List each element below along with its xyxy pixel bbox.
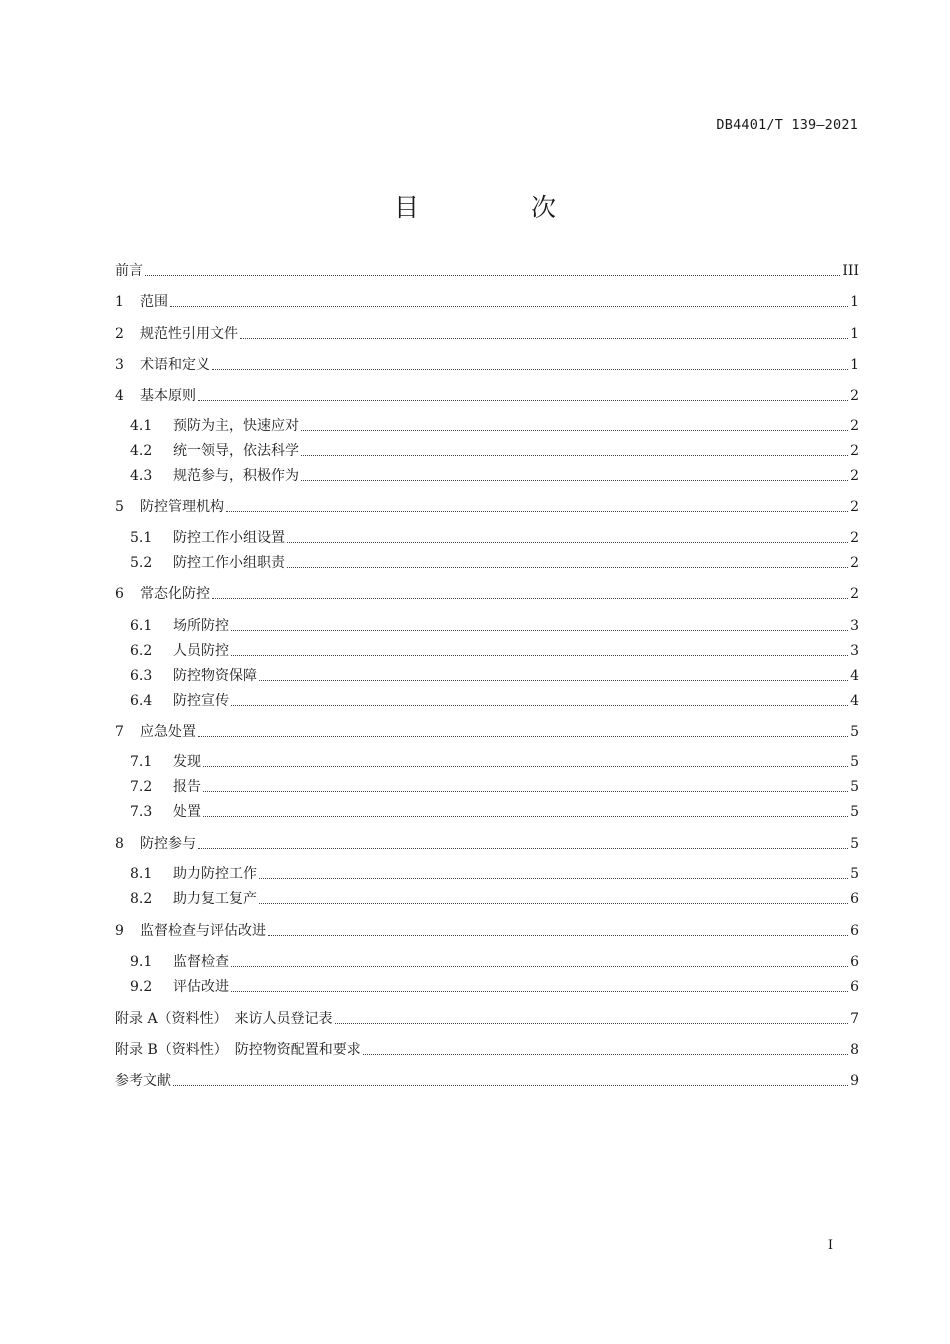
- dot-leader: [287, 541, 848, 543]
- toc-entry-page: 1: [850, 326, 859, 342]
- toc-entry[interactable]: [115, 831, 859, 853]
- toc-entry[interactable]: [115, 383, 859, 405]
- page-title: 目 次: [394, 193, 608, 222]
- toc-entry[interactable]: [130, 949, 859, 971]
- dot-leader: [212, 597, 848, 599]
- dot-leader: [287, 566, 848, 568]
- toc-entry[interactable]: [115, 918, 859, 940]
- toc-entry[interactable]: [115, 352, 859, 374]
- toc-entry-label: 统一领导，依法科学: [173, 443, 299, 459]
- toc-entry-number: 2: [115, 326, 124, 342]
- toc-entry-label: 评估改进: [173, 979, 229, 995]
- toc-entry-number: 6.4: [130, 693, 153, 709]
- dot-leader: [268, 934, 848, 936]
- toc-entry-page: 2: [850, 468, 859, 484]
- toc-entry-number: 6.3: [130, 668, 153, 684]
- toc-entry-number: 7.1: [130, 754, 153, 770]
- toc-entry-page: 2: [850, 418, 859, 434]
- toc-entry[interactable]: [130, 861, 859, 883]
- toc-entry-label: 防控物资保障: [173, 668, 257, 684]
- toc-entry-number: 7.3: [130, 804, 153, 820]
- toc-entry-number: 6: [115, 586, 124, 602]
- toc-entry[interactable]: [115, 581, 859, 603]
- dot-leader: [145, 274, 840, 276]
- toc-entry[interactable]: [130, 749, 859, 771]
- toc-entry-label: 防控参与: [140, 836, 196, 852]
- dot-leader: [363, 1053, 848, 1055]
- toc-entry-page: 3: [850, 618, 859, 634]
- toc-entry-page: III: [842, 263, 859, 279]
- toc-entry[interactable]: [130, 613, 859, 635]
- dot-leader: [212, 368, 848, 370]
- toc-entry[interactable]: [115, 719, 859, 741]
- toc-entry-number: 8: [115, 836, 124, 852]
- toc-entry-page: 6: [850, 954, 859, 970]
- toc-entry-page: 6: [850, 923, 859, 939]
- dot-leader: [335, 1022, 849, 1024]
- toc-entry-number: 6.1: [130, 618, 153, 634]
- toc-entry-number: 5: [115, 499, 124, 515]
- page-number: I: [827, 1238, 833, 1253]
- toc-entry-label: 规范性引用文件: [140, 326, 238, 342]
- toc-entry-label: 报告: [173, 779, 201, 795]
- dot-leader: [173, 1084, 848, 1086]
- document-code: DB4401/T 139—2021: [716, 117, 858, 133]
- toc-entry-label: 发现: [173, 754, 201, 770]
- toc-entry-page: 5: [850, 724, 859, 740]
- toc-entry-page: 4: [850, 668, 859, 684]
- toc-entry[interactable]: [115, 1037, 859, 1059]
- toc-entry-page: 2: [850, 388, 859, 404]
- dot-leader: [203, 790, 848, 792]
- toc-entry-label: 人员防控: [173, 643, 229, 659]
- toc-entry-page: 5: [850, 836, 859, 852]
- dot-leader: [301, 479, 848, 481]
- toc-entry-label: 防控管理机构: [140, 499, 224, 515]
- toc-entry-number: 5.2: [130, 555, 153, 571]
- dot-leader: [231, 654, 848, 656]
- toc-entry-page: 5: [850, 804, 859, 820]
- toc-entry-label: 规范参与，积极作为: [173, 468, 299, 484]
- toc-entry-label: 附录 A（资料性） 来访人员登记表: [115, 1011, 333, 1027]
- dot-leader: [231, 629, 848, 631]
- dot-leader: [231, 704, 848, 706]
- toc-entry-page: 3: [850, 643, 859, 659]
- toc-entry-page: 8: [850, 1042, 859, 1058]
- toc-entry-label: 参考文献: [115, 1073, 171, 1089]
- toc-entry-page: 2: [850, 499, 859, 515]
- toc-entry-label: 监督检查与评估改进: [140, 923, 266, 939]
- toc-entry-label: 场所防控: [173, 618, 229, 634]
- toc-entry-number: 4.2: [130, 443, 153, 459]
- toc-entry-label: 前言: [115, 263, 143, 279]
- toc-entry[interactable]: [130, 688, 859, 710]
- toc-entry-number: 4.1: [130, 418, 153, 434]
- dot-leader: [301, 454, 848, 456]
- toc-entry-number: 9: [115, 923, 124, 939]
- toc-entry[interactable]: [130, 550, 859, 572]
- dot-leader: [198, 847, 848, 849]
- dot-leader: [240, 337, 848, 339]
- toc-entry[interactable]: [115, 321, 859, 343]
- toc-entry-label: 预防为主，快速应对: [173, 418, 299, 434]
- toc-entry-label: 防控工作小组设置: [173, 530, 285, 546]
- toc-entry[interactable]: [130, 438, 859, 460]
- toc-entry-number: 9.2: [130, 979, 153, 995]
- dot-leader: [259, 902, 848, 904]
- toc-entry-number: 3: [115, 357, 124, 373]
- toc-entry[interactable]: [115, 1068, 859, 1090]
- toc-entry-label: 常态化防控: [140, 586, 210, 602]
- toc-entry-page: 4: [850, 693, 859, 709]
- toc-entry-number: 6.2: [130, 643, 153, 659]
- toc-entry-number: 9.1: [130, 954, 153, 970]
- dot-leader: [301, 429, 848, 431]
- toc-entry[interactable]: [130, 974, 859, 996]
- toc-entry-page: 9: [850, 1073, 859, 1089]
- dot-leader: [198, 399, 848, 401]
- toc-entry-label: 基本原则: [140, 388, 196, 404]
- toc-entry-page: 5: [850, 866, 859, 882]
- toc-entry-label: 助力复工复产: [173, 891, 257, 907]
- toc-entry-number: 4: [115, 388, 124, 404]
- toc-entry-number: 5.1: [130, 530, 153, 546]
- toc-entry[interactable]: [130, 799, 859, 821]
- toc-entry-page: 7: [850, 1011, 859, 1027]
- toc-entry-label: 处置: [173, 804, 201, 820]
- toc-entry-label: 附录 B（资料性） 防控物资配置和要求: [115, 1042, 361, 1058]
- toc-entry[interactable]: [130, 525, 859, 547]
- toc-entry-page: 2: [850, 443, 859, 459]
- toc-entry-page: 2: [850, 586, 859, 602]
- dot-leader: [170, 305, 848, 307]
- toc-entry-page: 1: [850, 294, 859, 310]
- toc-entry-label: 术语和定义: [140, 357, 210, 373]
- toc-entry-page: 6: [850, 891, 859, 907]
- toc-entry-label: 助力防控工作: [173, 866, 257, 882]
- toc-entry[interactable]: [115, 258, 859, 280]
- toc-entry[interactable]: [130, 886, 859, 908]
- toc-entry[interactable]: [115, 1006, 859, 1028]
- dot-leader: [203, 765, 848, 767]
- toc-entry[interactable]: [130, 413, 859, 435]
- toc-entry-label: 应急处置: [140, 724, 196, 740]
- toc-entry[interactable]: [130, 638, 859, 660]
- toc-entry-label: 范围: [140, 294, 168, 310]
- toc-entry-page: 6: [850, 979, 859, 995]
- dot-leader: [231, 990, 848, 992]
- toc-entry-number: 4.3: [130, 468, 153, 484]
- toc-entry-page: 1: [850, 357, 859, 373]
- toc-entry[interactable]: [115, 289, 859, 311]
- toc-entry-number: 8.2: [130, 891, 153, 907]
- dot-leader: [259, 877, 848, 879]
- toc-entry[interactable]: [115, 494, 859, 516]
- dot-leader: [198, 735, 848, 737]
- toc-entry-label: 防控宣传: [173, 693, 229, 709]
- toc-entry[interactable]: [130, 463, 859, 485]
- toc-entry-page: 5: [850, 779, 859, 795]
- dot-leader: [231, 965, 848, 967]
- toc-entry-number: 8.1: [130, 866, 153, 882]
- toc-entry-number: 1: [115, 294, 124, 310]
- toc-entry-label: 防控工作小组职责: [173, 555, 285, 571]
- toc-entry-number: 7.2: [130, 779, 153, 795]
- dot-leader: [226, 510, 848, 512]
- dot-leader: [259, 679, 848, 681]
- toc-entry-label: 监督检查: [173, 954, 229, 970]
- toc-entry-page: 5: [850, 754, 859, 770]
- toc-entry-number: 7: [115, 724, 124, 740]
- toc-entry[interactable]: [130, 774, 859, 796]
- toc-entry-page: 2: [850, 530, 859, 546]
- toc-entry[interactable]: [130, 663, 859, 685]
- dot-leader: [203, 815, 848, 817]
- toc-entry-page: 2: [850, 555, 859, 571]
